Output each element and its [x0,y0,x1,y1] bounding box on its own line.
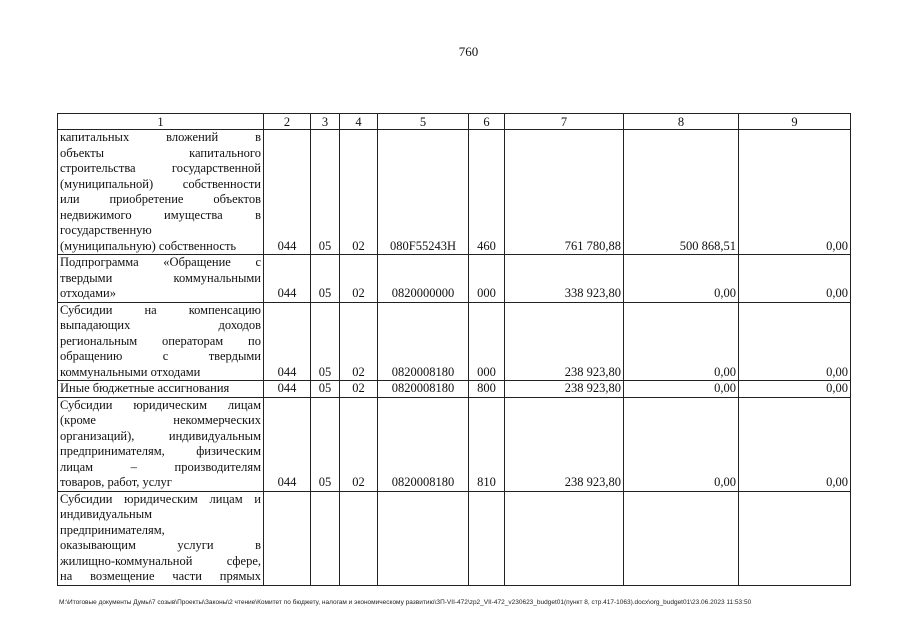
section-code: 05 [311,130,340,255]
table-row [58,381,851,398]
row-description [58,397,264,491]
description-line: товаров, работ, услуг [60,475,172,489]
amount-year-3: 0,00 [739,302,851,381]
section-code: 05 [311,302,340,381]
description-line: организаций), индивидуальным [60,428,261,443]
amount-year-1: 238 923,80 [505,397,624,491]
page-number: 760 [458,44,479,59]
amount-year-1: 238 923,80 [505,381,624,398]
amount-year-3: 0,00 [739,130,851,255]
header-cell: 6 [469,114,505,130]
ministry-code: 044 [264,381,311,398]
row-description [58,381,264,398]
description-line: на возмещение части прямых [60,569,261,583]
target-article-code: 0820008180 [378,397,469,491]
description-line: предпринимателям, физическим [60,444,261,458]
table-body [58,130,851,586]
description-line: Субсидии юридическим лицам [60,397,261,412]
amount-year-1: 761 780,88 [505,130,624,255]
description-line: Иные бюджетные ассигнования [60,381,230,395]
table-row [58,491,851,585]
description-line: (муниципальную) собственность [60,238,237,253]
row-description [58,491,264,585]
target-article-code: 0820008180 [378,302,469,381]
expense-type-code: 000 [469,302,505,381]
description-line: жилищно-коммунальной сфере, [60,553,261,568]
description-line: обращению с твердыми [60,349,261,363]
target-article-code: 0820008180 [378,381,469,398]
table-row [58,302,851,381]
table-row [58,397,851,491]
row-description [58,255,264,303]
header-cell: 7 [505,114,624,130]
empty-cell [264,491,311,585]
header-cell: 9 [739,114,851,130]
description-line: оказывающим услуги в [60,538,261,552]
description-line: предпринимателям, [60,522,165,537]
ministry-code: 044 [264,130,311,255]
empty-cell [624,491,739,585]
empty-cell [378,491,469,585]
header-cell: 4 [340,114,378,130]
amount-year-2: 500 868,51 [624,130,739,255]
description-line: лицам – производителям [60,459,261,474]
description-line: твердыми коммунальными [60,270,261,285]
section-code: 05 [311,255,340,303]
amount-year-3: 0,00 [739,255,851,303]
section-code: 05 [311,381,340,398]
subsection-code: 02 [340,302,378,381]
header-cell: 5 [378,114,469,130]
expense-type-code: 800 [469,381,505,398]
amount-year-2: 0,00 [624,381,739,398]
row-description [58,130,264,255]
section-code: 05 [311,397,340,491]
subsection-code: 02 [340,381,378,398]
subsection-code: 02 [340,130,378,255]
expense-type-code: 460 [469,130,505,255]
description-line: Субсидии на компенсацию [60,302,261,317]
empty-cell [311,491,340,585]
document-file-path: M:\Итоговые документы Думы\7 созыв\Проекты\Законы\2 чтение\Комитет по бюджету, налогам и экономическому развитию\ЗП-VII-472\zp2_VII-472_v230623_budget01(пункт 8, стр.417-1063).docx\org_budget01\23.06.2023 11:53:50 [59,599,752,606]
ministry-code: 044 [264,302,311,381]
description-line: или приобретение объектов [60,192,261,206]
amount-year-3: 0,00 [739,381,851,398]
description-line: региональным операторам по [60,333,261,348]
table-header-row [58,114,851,130]
description-line: (кроме некоммерческих [60,413,261,427]
empty-cell [505,491,624,585]
description-line: государственную [60,223,152,237]
description-line: капитальных вложений в [60,130,261,144]
description-line: (муниципальной) собственности [60,176,261,191]
expense-type-code: 000 [469,255,505,303]
description-line: выпадающих доходов [60,318,261,332]
target-article-code: 080F55243H [378,130,469,255]
empty-cell [469,491,505,585]
expense-type-code: 810 [469,397,505,491]
target-article-code: 0820000000 [378,255,469,303]
description-line: отходами» [60,286,116,300]
amount-year-3: 0,00 [739,397,851,491]
amount-year-1: 238 923,80 [505,302,624,381]
row-description [58,302,264,381]
table-row [58,130,851,255]
header-cell: 1 [58,114,264,130]
amount-year-1: 338 923,80 [505,255,624,303]
amount-year-2: 0,00 [624,302,739,381]
ministry-code: 044 [264,255,311,303]
header-cell: 3 [311,114,340,130]
amount-year-2: 0,00 [624,397,739,491]
description-line: Подпрограмма «Обращение с [60,255,261,269]
empty-cell [739,491,851,585]
empty-cell [340,491,378,585]
amount-year-2: 0,00 [624,255,739,303]
subsection-code: 02 [340,397,378,491]
description-line: строительства государственной [60,161,261,175]
budget-table [57,113,851,586]
description-line: индивидуальным [60,507,153,521]
header-cell: 2 [264,114,311,130]
description-line: объекты капитального [60,145,261,160]
subsection-code: 02 [340,255,378,303]
header-cell: 8 [624,114,739,130]
description-line: коммунальными отходами [60,364,201,379]
ministry-code: 044 [264,397,311,491]
description-line: Субсидии юридическим лицам и [60,491,261,506]
table-row [58,255,851,303]
description-line: недвижимого имущества в [60,207,261,222]
